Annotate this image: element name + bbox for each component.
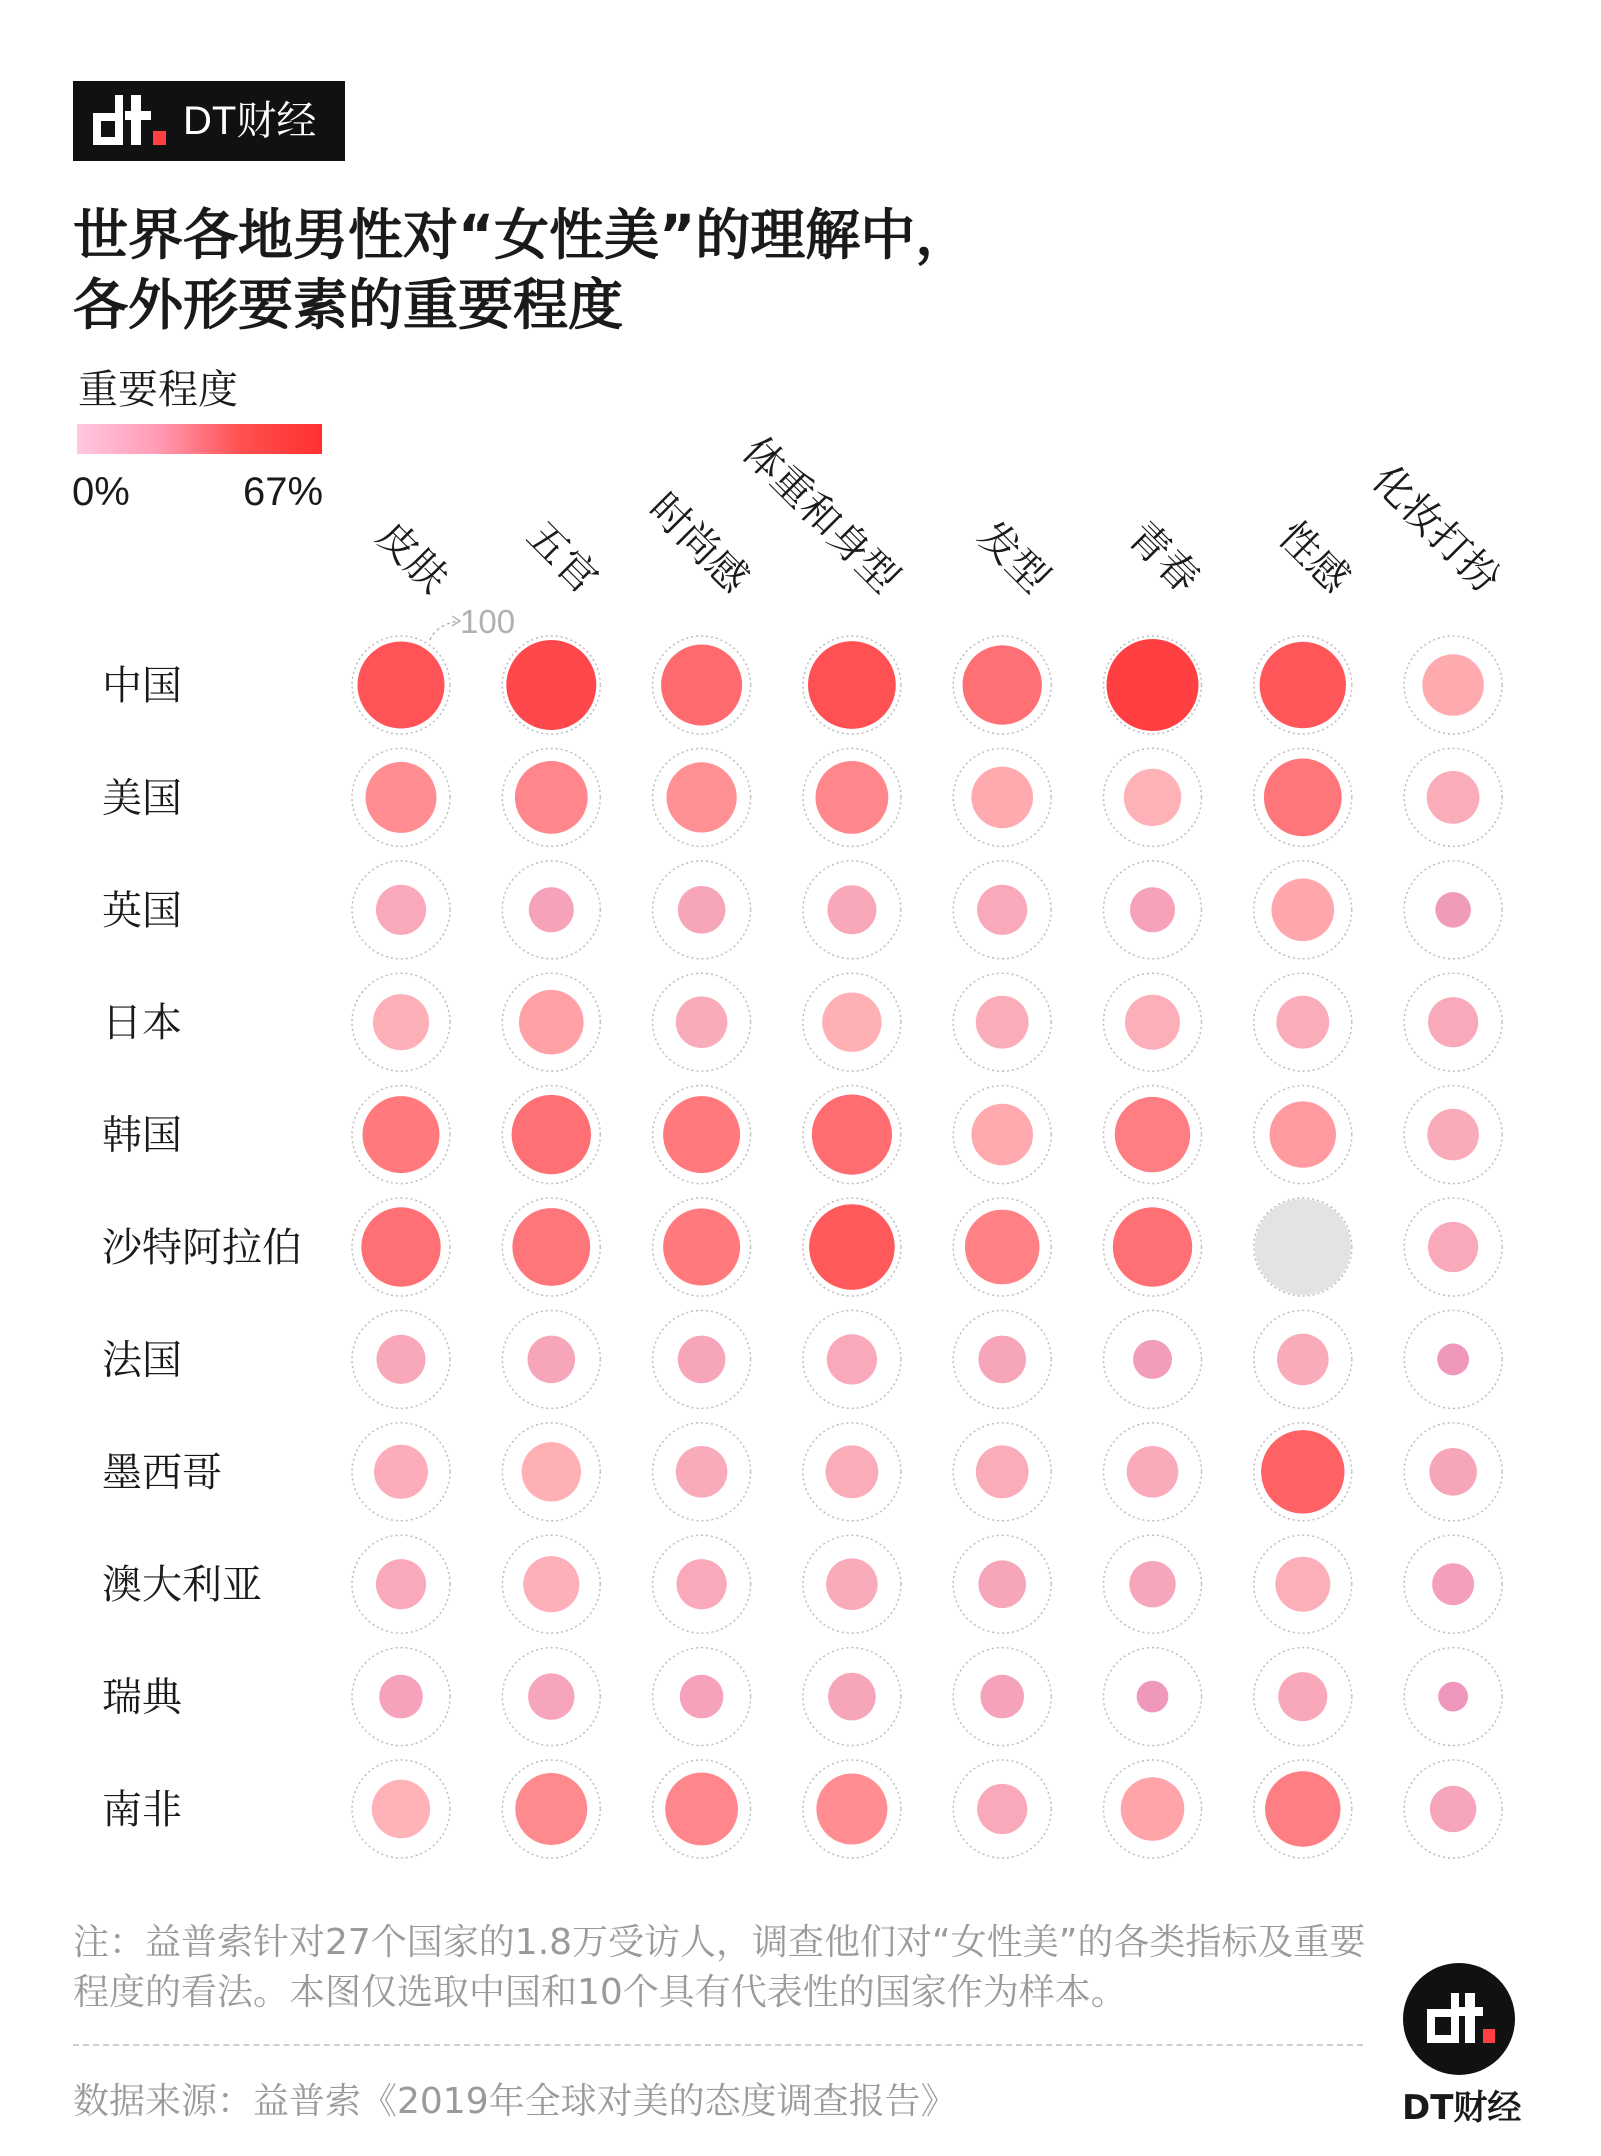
data-bubble	[376, 885, 426, 935]
data-bubble	[1270, 1101, 1336, 1167]
row-label: 瑞典	[102, 1674, 182, 1721]
data-bubble	[828, 1673, 876, 1721]
legend-title: 重要程度	[78, 367, 238, 413]
data-bubble	[977, 885, 1027, 935]
data-bubble	[1115, 1097, 1190, 1172]
data-bubble	[373, 994, 429, 1050]
data-bubble	[663, 1209, 740, 1286]
data-bubble	[1125, 995, 1180, 1050]
column-header: 皮肤	[367, 512, 457, 603]
data-bubble	[374, 1445, 428, 1499]
row-label: 澳大利亚	[102, 1562, 262, 1609]
data-bubble	[812, 1095, 892, 1175]
data-bubble	[816, 1774, 887, 1845]
footnote	[73, 1918, 1403, 2018]
data-bubble	[1113, 1207, 1192, 1286]
data-bubble	[971, 1104, 1033, 1166]
data-bubble	[816, 761, 889, 834]
data-bubble	[376, 1559, 426, 1609]
data-bubble	[665, 1773, 738, 1846]
data-bubble	[1264, 759, 1342, 837]
data-bubble	[1265, 1771, 1340, 1846]
data-bubble	[1438, 1682, 1468, 1712]
data-bubble	[678, 1336, 726, 1384]
data-bubble	[827, 1334, 877, 1384]
data-bubble	[809, 1204, 895, 1290]
data-bubble	[667, 762, 737, 832]
column-header: 性感	[1269, 512, 1359, 603]
data-bubble	[1124, 769, 1181, 826]
row-label: 英国	[102, 887, 182, 934]
data-bubble	[1427, 1109, 1479, 1161]
data-bubble	[676, 1446, 728, 1498]
title-line-1: 世界各地男性对“女性美”的理解中，	[73, 203, 971, 267]
data-bubble	[1107, 639, 1199, 731]
data-bubble	[808, 641, 896, 729]
data-bubble	[1137, 1681, 1169, 1713]
data-bubble	[1130, 887, 1175, 932]
row-label: 中国	[102, 663, 182, 709]
footer-logo-icon	[1403, 1963, 1515, 2075]
data-bubble	[358, 642, 445, 729]
row-label: 韩国	[102, 1112, 182, 1159]
column-header: 发型	[968, 512, 1058, 603]
data-bubble	[1428, 1222, 1478, 1272]
data-bubble	[1428, 997, 1478, 1047]
column-header: 体重和身型	[733, 428, 908, 603]
data-bubble	[1277, 1334, 1329, 1386]
row-label: 日本	[102, 1000, 182, 1047]
legend-max-label: 67%	[243, 470, 324, 514]
data-bubble	[366, 762, 437, 833]
data-bubble	[826, 1558, 878, 1610]
data-bubble	[1427, 771, 1480, 824]
data-bubble	[826, 1445, 879, 1498]
data-bubble	[528, 1673, 574, 1719]
data-bubble	[1432, 1563, 1474, 1605]
data-bubble	[661, 645, 742, 726]
row-label: 法国	[102, 1337, 182, 1384]
footnote-line-2: 程度的看法。本图仅选取中国和10个具有代表性的国家作为样本。	[73, 1972, 1127, 2013]
data-bubble	[663, 1096, 740, 1173]
data-bubble	[1133, 1340, 1172, 1379]
data-bubble	[977, 1784, 1027, 1834]
column-header: 化妆打扮	[1362, 456, 1509, 603]
data-bubble	[978, 1336, 1026, 1384]
column-header: 五官	[517, 512, 607, 603]
data-bubble	[506, 640, 596, 730]
data-bubble	[677, 1559, 727, 1609]
row-label: 南非	[102, 1787, 182, 1833]
brand-name: DT财经	[183, 99, 317, 143]
row-label: 美国	[102, 775, 182, 822]
reference-arrow-head	[452, 616, 460, 626]
row-label: 沙特阿拉伯	[102, 1225, 302, 1271]
data-bubble	[379, 1675, 423, 1719]
data-bubble	[1129, 1561, 1175, 1607]
data-bubble	[1430, 1786, 1476, 1832]
data-bubble	[377, 1335, 426, 1384]
footer-brand: DT财经	[1402, 2088, 1522, 2128]
data-bubble	[372, 1780, 430, 1838]
data-bubble	[523, 1556, 579, 1612]
data-bubble	[1121, 1777, 1185, 1841]
data-bubble-missing	[1255, 1199, 1351, 1295]
data-bubble	[676, 996, 728, 1048]
data-bubble	[678, 886, 726, 934]
data-bubble	[965, 1210, 1040, 1285]
data-bubble	[1278, 1672, 1327, 1721]
reference-arrow	[430, 621, 458, 640]
data-bubble	[680, 1675, 724, 1719]
data-bubble	[522, 1442, 581, 1501]
reference-label: 100	[460, 603, 516, 640]
data-bubble	[361, 1207, 440, 1286]
data-bubble	[529, 887, 574, 932]
data-bubble	[1272, 879, 1335, 942]
data-bubble	[822, 993, 881, 1052]
data-bubble	[1261, 1430, 1344, 1513]
legend-min-label: 0%	[72, 470, 130, 514]
data-bubble	[827, 885, 876, 934]
data-bubble	[1127, 1446, 1179, 1498]
data-source: 数据来源：益普索《2019年全球对美的态度调查报告》	[73, 2081, 957, 2122]
data-bubble	[519, 990, 584, 1055]
data-bubble	[1429, 1448, 1477, 1496]
data-bubble	[976, 996, 1029, 1049]
data-bubble	[971, 767, 1033, 829]
data-bubble	[1276, 996, 1329, 1049]
data-bubble	[515, 1773, 587, 1845]
data-bubble	[363, 1096, 440, 1173]
data-bubble	[978, 1560, 1026, 1608]
data-bubble	[512, 1208, 590, 1286]
data-bubble	[515, 761, 588, 834]
data-bubble	[1275, 1557, 1330, 1612]
column-header: 时尚感	[639, 484, 758, 603]
title-line-2: 各外形要素的重要程度	[73, 273, 624, 337]
data-bubble	[963, 645, 1042, 724]
data-bubble	[512, 1095, 591, 1174]
data-bubble	[1422, 654, 1484, 716]
data-bubble	[1437, 1344, 1469, 1376]
column-header: 青春	[1118, 512, 1208, 603]
data-bubble	[976, 1445, 1029, 1498]
data-bubble	[980, 1675, 1024, 1719]
row-label: 墨西哥	[102, 1449, 222, 1496]
divider	[73, 2044, 1363, 2046]
footnote-line-1: 注：益普索针对27个国家的1.8万受访人，调查他们对“女性美”的各类指标及重要	[73, 1922, 1366, 1963]
data-bubble	[1260, 642, 1346, 728]
data-bubble	[1435, 892, 1471, 928]
data-bubble	[528, 1336, 576, 1384]
